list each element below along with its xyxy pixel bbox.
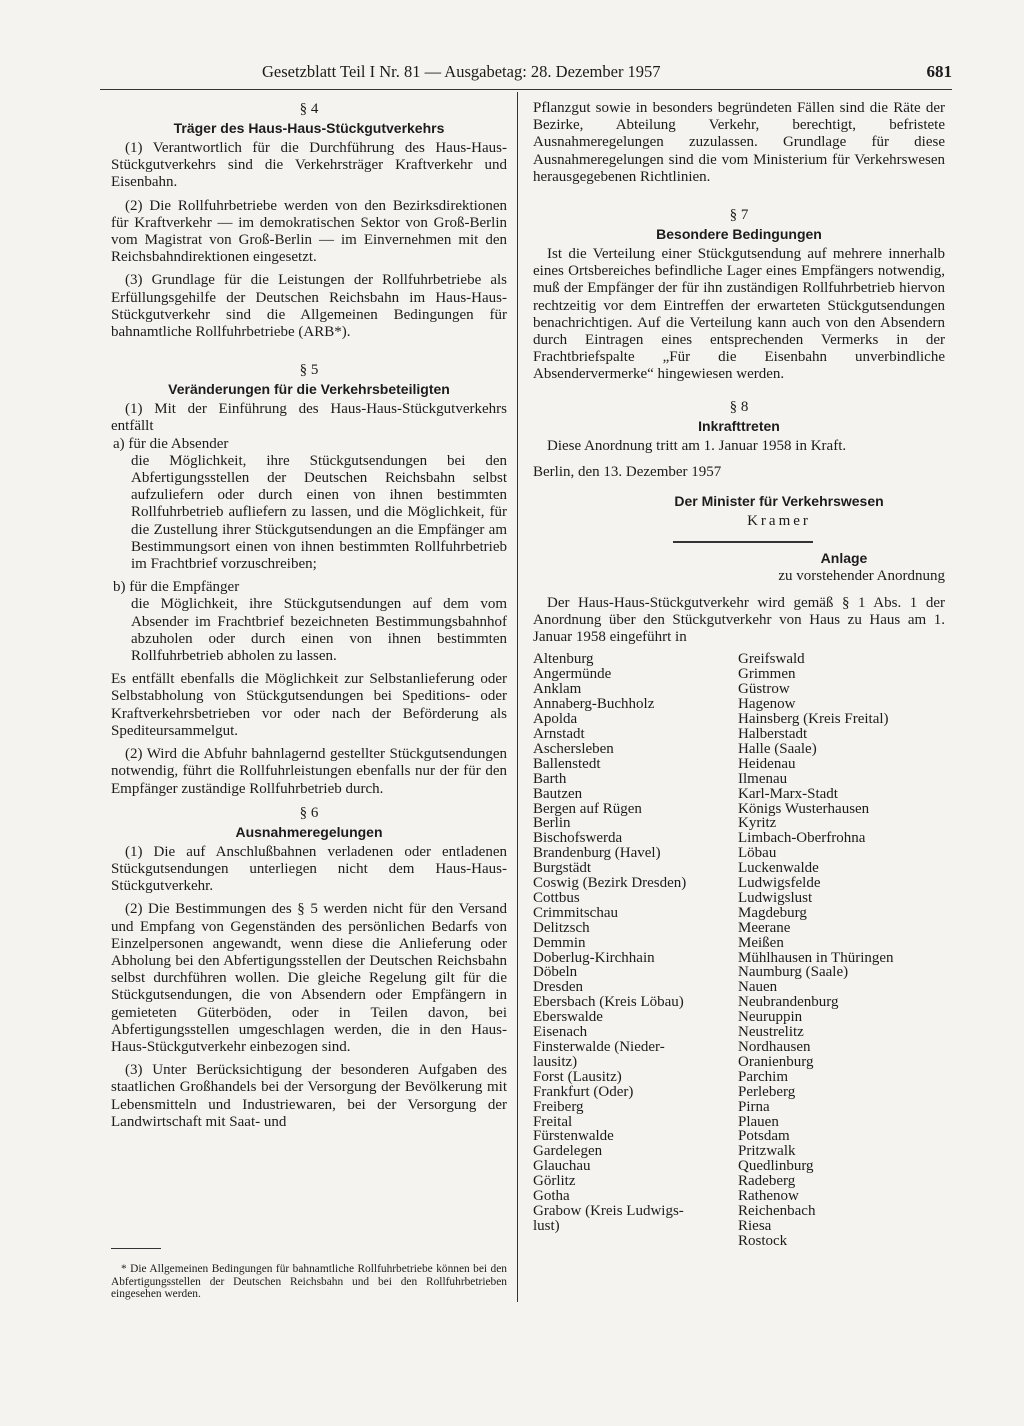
place-item: Ludwigslust: [738, 889, 813, 906]
place-item: Gotha: [533, 1188, 570, 1205]
place-item: Fürstenwalde: [533, 1128, 614, 1145]
section-8-para-1: Diese Anordnung tritt am 1. Januar 1958 in Kraft.: [547, 437, 847, 454]
place-item: Döbeln: [533, 964, 578, 981]
place-item: Löbau: [738, 845, 777, 862]
place-item: Doberlug-Kirchhain: [533, 949, 655, 966]
place-item: lust): [533, 1217, 560, 1234]
left-column: [111, 100, 507, 1137]
section-6-para-2: (2) Die Bestimmungen des § 5 werden nicht für den Versand und Empfang von Gegenständen des persönlichen Bedarfs von Einzelpersonen angewandt, wenn diese die Anlieferung oder Abholung bei den Abfertigungsstellen der Deutschen Reichsbahn selbst durchführen wollen. Die gleiche Regelung gilt für die Stückgutsendungen, die von Absendern oder Empfängern in gemieteten Güterböden, oder in Teilen davon, bei Abfertigungsstellen umgeschlagen werden, die in den Haus-Haus-Stückgutverkehr einbezogen sind.: [111, 901, 507, 1055]
place-item: Plauen: [738, 1113, 779, 1130]
place-item: Demmin: [533, 934, 586, 951]
place-item: Perleberg: [738, 1083, 796, 1100]
place-item: Bischofswerda: [533, 830, 623, 847]
place-item: Kyritz: [738, 815, 777, 832]
section-5-title: Veränderungen für die Verkehrsbeteiligten: [168, 381, 450, 398]
place-item: Nordhausen: [738, 1039, 811, 1056]
place-item: Ballenstedt: [533, 755, 601, 772]
page-header: [262, 62, 952, 84]
places-column-1: [533, 652, 738, 1248]
place-item: Parchim: [738, 1068, 788, 1085]
anlage-intro: Der Haus-Haus-Stückgutverkehr wird gemäß § 1 Abs. 1 der Anordnung über den Stückgutverkehr von Haus zu Haus am 1. Januar 1958 eingeführt in: [533, 594, 945, 646]
place-item: Potsdam: [738, 1128, 790, 1145]
anlage-title: Anlage: [820, 549, 868, 566]
place-item: Königs Wusterhausen: [738, 800, 870, 817]
place-item: Brandenburg (Havel): [533, 845, 661, 862]
place-item: Limbach-Oberfrohna: [738, 830, 866, 847]
place-item: Crimmitschau: [533, 904, 618, 921]
place-item: Görlitz: [533, 1173, 576, 1190]
place-item: Eisenach: [533, 1024, 588, 1041]
section-6-para-3: (3) Unter Berücksichtigung der besonderen Aufgaben des staatlichen Großhandels bei der Versorgung der Bevölkerung mit Lebensmitteln und Industriewaren, bei der Versorgung der Landwirtschaft mit Saat- und: [111, 1062, 507, 1130]
places-column-2: [738, 652, 894, 1248]
header-text: Gesetzblatt Teil I Nr. 81 — Ausgabetag: 28. Dezember 1957: [262, 62, 661, 81]
place-item: Halle (Saale): [738, 740, 817, 757]
place-item: Meißen: [738, 934, 784, 951]
section-6-continuation: Pflanzgut sowie in besonders begründeten Fällen sind die Räte der Bezirke, Abteilung Verkehr, berechtigt, befristete Ausnahmeregelungen zuzulassen. Grundlage für diese Ausnahmeregelungen sind die vom Ministerium für Verkehrswesen herausgegebenen Richtlinien.: [533, 100, 945, 185]
section-8-number: § 8: [729, 398, 749, 415]
section-7-para-1: Ist die Verteilung einer Stückgutsendung auf mehrere innerhalb eines Ortsbereiches befindliche Lager eines Empfängers notwendig, muß der Empfänger der für ihn zuständigen Rollfuhrbetrieb hiervon rechtzeitig vor dem Eintreffen der erwarteten Stückgutsendungen benachrichtigen. Auf die Verteilung kann auch von den Absendern durch Eintragen eines entsprechenden Vermerks in der Frachtbriefspalte „Für die Eisenbahn unverbindliche Absendervermerke“ hingewiesen werden.: [533, 246, 945, 383]
place-item: Glauchau: [533, 1158, 591, 1175]
place-item: Grimmen: [738, 666, 796, 683]
signer-title: Der Minister für Verkehrswesen: [674, 492, 884, 509]
place-item: Radeberg: [738, 1173, 796, 1190]
section-7-number: § 7: [729, 207, 749, 224]
section-5-para-1: (1) Mit der Einführung des Haus-Haus-Stückgutverkehrs entfällt: [111, 401, 507, 435]
place-item: Angermünde: [533, 666, 612, 683]
place-item: Bergen auf Rügen: [533, 800, 642, 817]
place-item: Ludwigsfelde: [738, 875, 821, 892]
place-item: Bautzen: [533, 785, 583, 802]
place-item: Pritzwalk: [738, 1143, 796, 1160]
place-item: Hagenow: [738, 696, 796, 713]
section-5-item-b-label: b) für die Empfänger: [113, 579, 240, 596]
place-item: Grabow (Kreis Ludwigs-: [533, 1202, 684, 1219]
places-list: [533, 652, 945, 1248]
place-item: Luckenwalde: [738, 860, 819, 877]
place-item: Cottbus: [533, 889, 580, 906]
section-4-para-3: (3) Grundlage für die Leistungen der Rollfuhrbetriebe als Erfüllungsgehilfe der Deutschen Reichsbahn im Haus-Haus-Stückgutverkehr sind die Allgemeinen Bedingungen für bahnamtliche Rollfuhrbetriebe (ARB*).: [111, 272, 507, 341]
place-item: Quedlinburg: [738, 1158, 814, 1175]
footnote-rule: [111, 1248, 161, 1249]
section-5-number: § 5: [299, 362, 319, 379]
section-5-para-extra: Es entfällt ebenfalls die Möglichkeit zur Selbstanlieferung oder Selbstabholung von Stückgutsendungen bei Speditions- oder Kraftverkehrsbetrieben vor oder nach der Beförderung als Spediteursammelgut.: [111, 671, 507, 739]
place-item: Neuruppin: [738, 1009, 803, 1026]
place-item: Gardelegen: [533, 1143, 603, 1160]
place-item: Neustrelitz: [738, 1024, 804, 1041]
place-item: Pirna: [738, 1098, 770, 1115]
place-item: Annaberg-Buchholz: [533, 696, 655, 713]
place-item: Freital: [533, 1113, 573, 1130]
place-item: Freiberg: [533, 1098, 584, 1115]
signature-rule: [673, 541, 813, 543]
place-item: Rostock: [738, 1232, 788, 1249]
place-item: Burgstädt: [533, 860, 592, 877]
place-item: Berlin: [533, 815, 571, 832]
place-item: Aschersleben: [533, 740, 614, 757]
place-item: Karl-Marx-Stadt: [738, 785, 838, 802]
place-item: Naumburg (Saale): [738, 964, 849, 981]
place-item: Forst (Lausitz): [533, 1068, 622, 1085]
page-number: 681: [926, 62, 952, 81]
place-item: lausitz): [533, 1053, 578, 1070]
signer-name: Kramer: [747, 512, 811, 529]
place-item: Riesa: [738, 1217, 772, 1234]
section-4-para-1: (1) Verantwortlich für die Durchführung des Haus-Haus-Stückgutverkehrs sind die Verkehrsträger Kraftverkehr und Eisenbahn.: [111, 140, 507, 191]
place-item: Frankfurt (Oder): [533, 1083, 634, 1100]
place-item: Coswig (Bezirk Dresden): [533, 875, 687, 892]
section-8-title: Inkrafttreten: [698, 417, 780, 434]
place-item: Apolda: [533, 711, 578, 728]
place-item: Altenburg: [533, 651, 594, 668]
section-5-para-2: (2) Wird die Abfuhr bahnlagernd gestellter Stückgutsendungen notwendig, führt die Rollfuhrleistungen ebenfalls nur der für den Empfänger zuständige Rollfuhrbetrieb durch.: [111, 746, 507, 797]
place-item: Reichenbach: [738, 1202, 816, 1219]
section-4-para-2: (2) Die Rollfuhrbetriebe werden von den Bezirksdirektionen für Kraftverkehr — im demokratischen Sektor von Groß-Berlin vom Magistrat von Groß-Berlin — im Einvernehmen mit den Reichsbahndirektionen eingesetzt.: [111, 197, 507, 266]
place-item: Hainsberg (Kreis Freital): [738, 711, 889, 728]
place-item: Nauen: [738, 979, 778, 996]
place-item: Halberstadt: [738, 725, 808, 742]
place-date: Berlin, den 13. Dezember 1957: [533, 463, 722, 480]
place-item: Oranienburg: [738, 1053, 814, 1070]
footnote: * Die Allgemeinen Bedingungen für bahnamtliche Rollfuhrbetriebe können bei den Abfertigungsstellen der Deutschen Reichsbahn und bei den Rollfuhrbetrieben eingesehen werden.: [111, 1263, 507, 1301]
section-4-title: Träger des Haus-Haus-Stückgutverkehrs: [173, 120, 445, 136]
place-item: Heidenau: [738, 755, 796, 772]
right-column: [533, 100, 945, 1249]
section-5-item-b-body: die Möglichkeit, ihre Stückgutsendungen auf dem vom Absender im Frachtbrief bezeichneten Bestimmungsbahnhof abzuholen oder durch einen von ihnen bestimmten Rollfuhrbetrieb abholen zu lassen.: [131, 596, 507, 665]
place-item: Neubrandenburg: [738, 994, 839, 1011]
place-item: Ebersbach (Kreis Löbau): [533, 994, 684, 1011]
place-item: Magdeburg: [738, 904, 807, 921]
section-7-title: Besondere Bedingungen: [656, 226, 822, 243]
place-item: Delitzsch: [533, 919, 590, 936]
place-item: Meerane: [738, 919, 791, 936]
place-item: Dresden: [533, 979, 583, 996]
place-item: Anklam: [533, 681, 582, 698]
section-5-item-a-label: a) für die Absender: [113, 435, 229, 452]
place-item: Finsterwalde (Nieder-: [533, 1039, 665, 1056]
section-6-title: Ausnahmeregelungen: [235, 823, 383, 840]
section-6-number: § 6: [299, 804, 319, 821]
column-rule: [517, 92, 518, 1302]
anlage-subtitle: zu vorstehender Anordnung: [778, 567, 945, 584]
place-item: Rathenow: [738, 1188, 799, 1205]
place-item: Güstrow: [738, 681, 790, 698]
place-item: Ilmenau: [738, 770, 788, 787]
section-5-item-a-body: die Möglichkeit, ihre Stückgutsendungen bei den Abfertigungsstellen der Deutschen Reichsbahn selbst aufzuliefern oder durch einen von ihnen bestimmten Rollfuhrbetrieb aufliefern zu lassen, und die Möglichkeit, für die Zustellung ihrer Stückgutsendungen an die Empfänger am Bestimmungsort einen von ihnen bestimmten Rollfuhrbetrieb im Frachtbrief vorzuschreiben;: [131, 452, 507, 573]
place-item: Eberswalde: [533, 1009, 603, 1026]
place-item: Greifswald: [738, 651, 805, 668]
section-4-number: § 4: [299, 101, 319, 117]
place-item: Barth: [533, 770, 567, 787]
place-item: Mühlhausen in Thüringen: [738, 949, 894, 966]
header-rule: [100, 89, 952, 90]
section-6-para-1: (1) Die auf Anschlußbahnen verladenen oder entladenen Stückgutsendungen unterliegen nicht dem Haus-Haus-Stückgutverkehr.: [111, 843, 507, 895]
place-item: Arnstadt: [533, 725, 585, 742]
